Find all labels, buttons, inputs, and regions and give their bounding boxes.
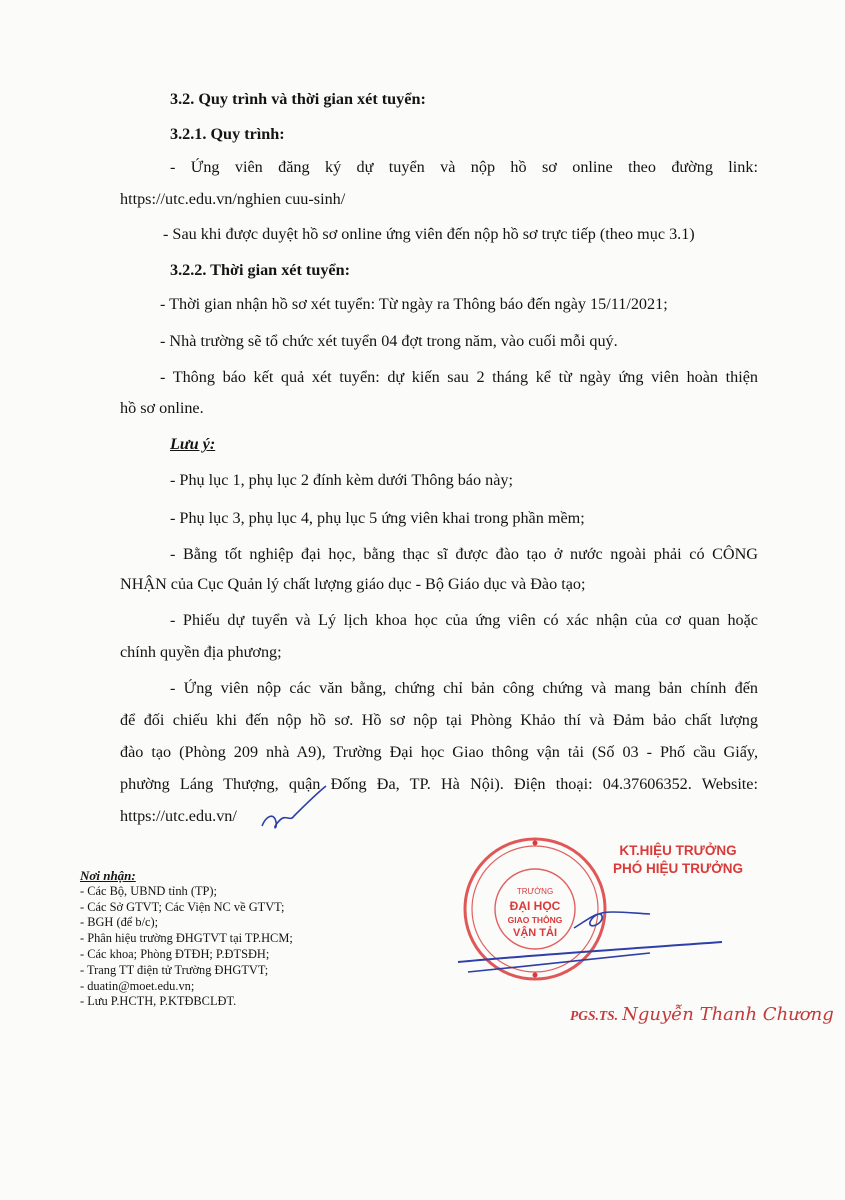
note-item-1: - Phụ lục 1, phụ lục 2 đính kèm dưới Thông báo này; (170, 471, 513, 489)
recipient-item: - duatin@moet.edu.vn; (80, 978, 195, 993)
signer-role-line-1: KT.HIỆU TRƯỞNG (619, 843, 737, 858)
recipient-item: - Các Bộ, UBND tỉnh (TP); (80, 883, 217, 898)
note-item-3-cont: NHẬN của Cục Quản lý chất lượng giáo dục - Bộ Giáo dục và Đào tạo; (120, 575, 586, 593)
recipient-item: - BGH (để b/c); (80, 915, 159, 930)
note-item-5: - Ứng viên nộp các văn bằng, chứng chỉ bản công chứng và mang bản chính đến (170, 679, 758, 697)
signer-name: Nguyễn Thanh Chương (622, 1004, 834, 1025)
note-item-3: - Bằng tốt nghiệp đại học, bằng thạc sĩ được đào tạo ở nước ngoài phải có CÔNG (170, 545, 758, 563)
signer-role-line-2: PHÓ HIỆU TRƯỞNG (613, 861, 743, 876)
recipient-item: - Trang TT điện tử Trường ĐHGTVT; (80, 962, 269, 977)
time-line-2: - Nhà trường sẽ tổ chức xét tuyển 04 đợt trong năm, vào cuối mỗi quý. (160, 332, 618, 350)
recipient-item: - Lưu P.HCTH, P.KTĐBCLĐT. (80, 994, 237, 1009)
process-line-1: - Ứng viên đăng ký dự tuyển và nộp hồ sơ online theo đường link: (170, 158, 758, 176)
seal-text-1: TRƯỜNG (516, 887, 554, 896)
section-heading: 3.2. Quy trình và thời gian xét tuyển: (170, 90, 426, 108)
time-line-3-cont: hồ sơ online. (120, 399, 204, 417)
seal-text-3: GIAO THÔNG (507, 915, 563, 925)
recipient-item: - Các Sở GTVT; Các Viện NC về GTVT; (80, 899, 285, 914)
recipient-item: - Phân hiệu trường ĐHGTVT tại TP.HCM; (80, 931, 293, 946)
process-line-2: - Sau khi được duyệt hồ sơ online ứng viên đến nộp hồ sơ trực tiếp (theo mục 3.1) (163, 225, 695, 243)
signer-title: PGS.TS. (570, 1008, 619, 1023)
note-item-4: - Phiếu dự tuyển và Lý lịch khoa học của ứng viên có xác nhận của cơ quan hoặc (170, 611, 758, 629)
time-line-1: - Thời gian nhận hồ sơ xét tuyển: Từ ngày ra Thông báo đến ngày 15/11/2021; (160, 295, 668, 313)
note-label: Lưu ý: (170, 435, 216, 453)
note-item-4-cont: chính quyền địa phương; (120, 643, 282, 661)
seal-text-2: ĐẠI HỌC (509, 899, 561, 913)
recipients-title: Nơi nhận: (80, 868, 136, 883)
recipient-item: - Các khoa; Phòng ĐTĐH; P.ĐTSĐH; (80, 946, 270, 961)
note-item-5-cont-2: đào tạo (Phòng 209 nhà A9), Trường Đại học Giao thông vận tải (Số 03 - Phố cầu Giấy, (120, 743, 758, 761)
time-line-3: - Thông báo kết quả xét tuyển: dự kiến sau 2 tháng kể từ ngày ứng viên hoàn thiện (160, 368, 758, 386)
note-item-5-cont-3: phường Láng Thượng, quận Đống Đa, TP. Hà Nội). Điện thoại: 04.37606352. Website: (120, 775, 758, 793)
signer-name-block (570, 1004, 834, 1025)
seal-text-4: VẬN TẢI (513, 927, 557, 939)
subsection-heading-time: 3.2.2. Thời gian xét tuyển: (170, 261, 350, 279)
subsection-heading-process: 3.2.1. Quy trình: (170, 125, 285, 143)
note-item-2: - Phụ lục 3, phụ lục 4, phụ lục 5 ứng viên khai trong phần mềm; (170, 509, 585, 527)
note-item-5-cont-1: để đối chiếu khi đến nộp hồ sơ. Hồ sơ nộp tại Phòng Khảo thí và Đảm bảo chất lượng (120, 711, 758, 729)
note-website: https://utc.edu.vn/ (120, 807, 237, 825)
process-link: https://utc.edu.vn/nghien cuu-sinh/ (120, 190, 346, 208)
